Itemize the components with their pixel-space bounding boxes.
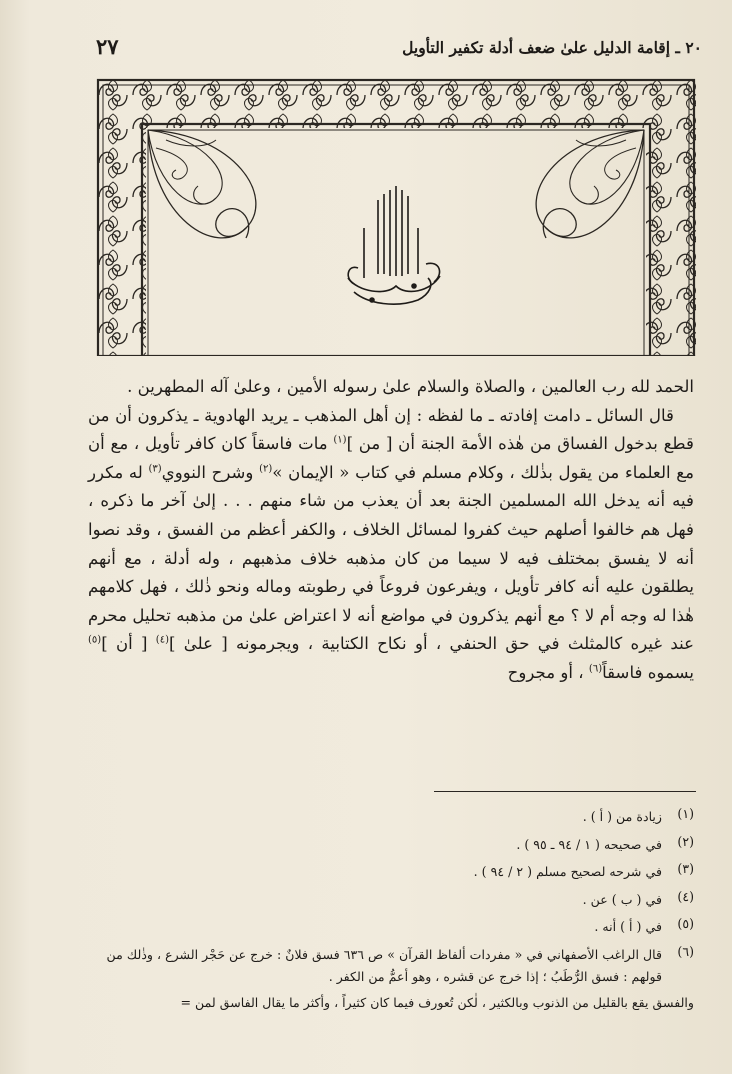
footnote-number: (٢) xyxy=(677,833,694,849)
footnote-item xyxy=(88,916,694,938)
paragraph-text: ، أو مجروح xyxy=(507,662,589,682)
footnote-text: زيادة من ( أ ) . xyxy=(582,809,662,824)
paragraph-text: يسموه فاسقاً xyxy=(602,662,694,682)
paragraph-text: [ أن ] xyxy=(101,634,156,654)
footnote-item xyxy=(88,944,694,988)
footnote-item xyxy=(88,861,694,883)
footnote-ref: (٥) xyxy=(88,634,102,646)
footnote-item xyxy=(88,834,694,856)
footnote-text: في شرحه لصحيح مسلم ( ٢ / ٩٤ ) . xyxy=(473,864,662,880)
footnote-text: في صحيحه ( ١ / ٩٤ ـ ٩٥ ) . xyxy=(516,836,662,852)
footnote-number: (٤) xyxy=(677,888,694,904)
opening-paragraph xyxy=(88,373,694,402)
footnote-item xyxy=(88,889,694,911)
paragraph-text: قال السائل ـ دامت إفادته ـ ما لفظه : إن أهل المذهب ـ يريد الهادوية ـ يذكرون أن من قطع بدخول الفساق من هٰذه الأمة الجنة أن [ من ] xyxy=(88,405,694,454)
main-text xyxy=(88,373,694,688)
footnote-ref: (٤) xyxy=(155,634,169,646)
footnote-text: في ( ب ) عن . xyxy=(582,891,662,907)
footnote-ref: (١) xyxy=(333,434,347,446)
footnote-item xyxy=(88,806,694,828)
footnote-text: قال الراغب الأصفهاني في « مفردات ألفاظ القرآن » ص ٦٣٦ فسق فلانٌ : خرج عن حَجْر الشرع ، وذٰلك من قولهم : فسق الرُّطَبُ ؛ إذا خرج عن قشره ، وهو أعمُّ من الكفر . xyxy=(106,946,662,984)
footnote-continuation: والفسق يقع بالقليل من الذنوب وبالكثير ، لٰكن تُعورف فيما كان كثيراً ، وأكثر ما يقال الفاسق لمن = xyxy=(180,994,694,1010)
footnote-number: (٣) xyxy=(677,861,694,877)
question-paragraph xyxy=(88,402,694,688)
footnote-number: (١) xyxy=(677,806,694,821)
paragraph-text: الحمد لله رب العالمين ، والصلاة والسلام علىٰ رسوله الأمين ، وعلىٰ آله المطهرين . xyxy=(127,377,694,396)
footnote-separator xyxy=(434,791,696,792)
footnote-ref: (٣) xyxy=(148,463,162,475)
ornamental-frame xyxy=(96,78,696,356)
footnote-number: (٦) xyxy=(677,943,694,959)
footnote-ref: (٢) xyxy=(259,463,273,475)
footnote-text: في ( أ ) أنه . xyxy=(594,919,662,935)
header-title: ٢٠ ـ إقامة الدليل علىٰ ضعف أدلة تكفير التأويل xyxy=(402,38,702,57)
footnote-number: (٥) xyxy=(677,916,694,932)
page-number: ٢٧ xyxy=(96,34,119,59)
running-header xyxy=(96,34,702,60)
paragraph-text: له مكرر فيه أنه يدخل الله المسلمين الجنة بعد أن يعذب من شاء منهم . . . إلىٰ آخر ما ذكره ، فهل هم خالفوا أصلهم حيث كفروا لمسائل الخلاف ، والكفر أعظم من الفسق ، وقد نصوا أنه لا يفسق بمختلف فيه لا سيما من كان مذهبه خلاف مذهبهم ، وله أدلة ، مع أنهم يطلقون عليه أنه كافر تأويل ، ويفرعون فروعاً في رطوبته وماله ونحو ذٰلك ، فهل كلامهم هٰذا له وجه أم لا ؟ مع أنهم يذكرون في مواضع أنه لا اعتراض علىٰ من مذهبه تحليل محرم عند غيره كالمثلث في حق الحنفي ، أو نكاح الكتابية ، ويجرمونه [ علىٰ ] xyxy=(88,462,694,654)
footnote-ref: (٦) xyxy=(588,663,603,675)
footnotes xyxy=(88,806,694,1014)
basmala-calligraphy xyxy=(348,186,440,304)
paragraph-text: مات فاسقاً كان كافر تأويل ، مع أن مع العلماء من يقول بذٰلك ، وكلام مسلم في كتاب « الإيمان » xyxy=(88,434,694,482)
paragraph-text: وشرح النووي xyxy=(161,462,260,482)
